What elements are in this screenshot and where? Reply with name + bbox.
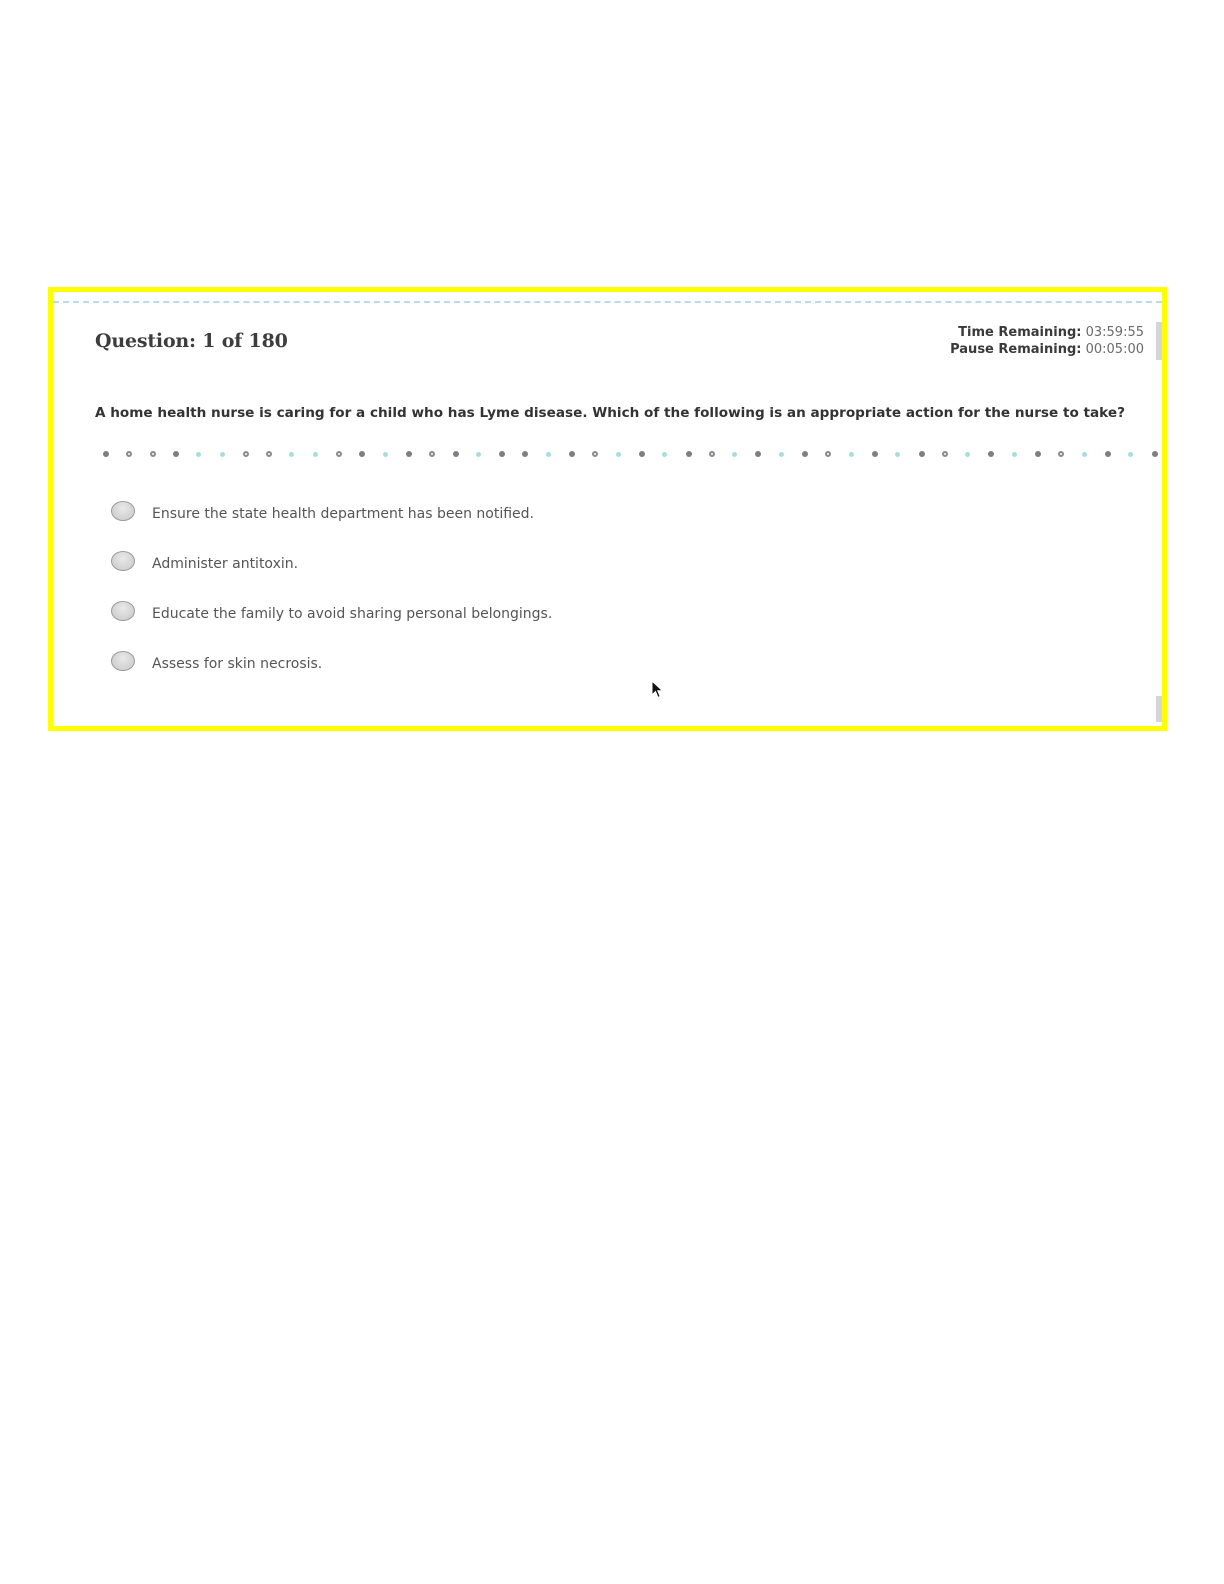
divider-dot [266, 451, 272, 457]
divider-dot [406, 451, 412, 457]
divider-dot [802, 451, 808, 457]
divider-dot [1128, 452, 1133, 457]
divider-dot [872, 451, 878, 457]
time-remaining [950, 324, 1144, 341]
divider-dot [336, 451, 342, 457]
time-remaining-label: Time Remaining: [958, 325, 1082, 340]
scrollbar-thumb-bottom[interactable] [1156, 696, 1162, 722]
divider-dot [965, 452, 970, 457]
divider-dot [103, 451, 109, 457]
divider-dot [173, 451, 179, 457]
divider-dot [569, 451, 575, 457]
divider-dot [895, 452, 900, 457]
question-stem: A home health nurse is caring for a child who has Lyme disease. Which of the following is an appropriate action for the nurse to take? [95, 405, 1125, 421]
divider-dot [662, 452, 667, 457]
divider-dot [243, 451, 249, 457]
dotted-divider [103, 448, 1167, 460]
timer-panel [950, 324, 1144, 358]
divider-dot [988, 451, 994, 457]
divider-dot [686, 451, 692, 457]
divider-dot [359, 451, 365, 457]
divider-dot [150, 451, 156, 457]
divider-dot [313, 452, 318, 457]
mouse-pointer-icon [651, 680, 665, 700]
answer-option[interactable] [111, 538, 552, 588]
divider-dot [383, 452, 388, 457]
divider-dot [639, 451, 645, 457]
divider-dot [1058, 451, 1064, 457]
divider-dot [453, 451, 459, 457]
divider-dot [1105, 451, 1111, 457]
divider-dot [499, 451, 505, 457]
divider-dot [126, 451, 132, 457]
divider-dot [1012, 452, 1017, 457]
divider-dot [196, 452, 201, 457]
divider-dot [592, 451, 598, 457]
radio-button[interactable] [111, 651, 135, 671]
radio-button[interactable] [111, 601, 135, 621]
divider-dot [779, 452, 784, 457]
divider-dot [709, 451, 715, 457]
divider-dot [1082, 452, 1087, 457]
answer-options [111, 488, 552, 688]
time-remaining-value: 03:59:55 [1085, 325, 1144, 340]
divider-dot [476, 452, 481, 457]
answer-option-label: Assess for skin necrosis. [152, 656, 323, 672]
divider-dot [1035, 451, 1041, 457]
divider-dot [942, 451, 948, 457]
divider-dot [616, 452, 621, 457]
divider-dot [220, 452, 225, 457]
answer-option[interactable] [111, 638, 552, 688]
divider-dot [755, 451, 761, 457]
radio-button[interactable] [111, 501, 135, 521]
divider-dot [429, 451, 435, 457]
top-divider [53, 301, 1162, 303]
pause-remaining-value: 00:05:00 [1085, 342, 1144, 357]
exam-question-panel [48, 287, 1167, 731]
divider-dot [522, 451, 528, 457]
pause-remaining-label: Pause Remaining: [950, 342, 1082, 357]
answer-option-label: Ensure the state health department has been notified. [152, 506, 534, 522]
divider-dot [1152, 451, 1158, 457]
divider-dot [825, 451, 831, 457]
question-counter: Question: 1 of 180 [95, 330, 288, 352]
answer-option[interactable] [111, 488, 552, 538]
answer-option[interactable] [111, 588, 552, 638]
divider-dot [289, 452, 294, 457]
pause-remaining [950, 341, 1144, 358]
radio-button[interactable] [111, 551, 135, 571]
scrollbar-thumb-top[interactable] [1156, 322, 1162, 360]
answer-option-label: Educate the family to avoid sharing personal belongings. [152, 606, 553, 622]
divider-dot [546, 452, 551, 457]
divider-dot [732, 452, 737, 457]
answer-option-label: Administer antitoxin. [152, 556, 299, 572]
divider-dot [849, 452, 854, 457]
divider-dot [919, 451, 925, 457]
